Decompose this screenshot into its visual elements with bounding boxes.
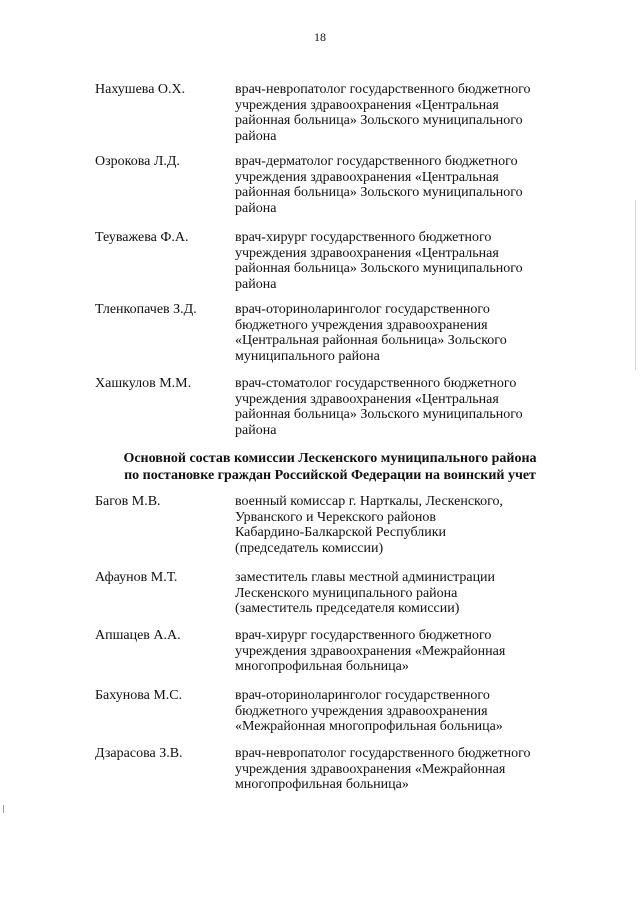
- section-heading-line: Основной состав комиссии Лескенского муниципального района: [123, 451, 537, 466]
- position-line: Кабардино-Балкарской Республики: [235, 525, 446, 540]
- position-line: врач-хирург государственного бюджетного: [235, 628, 492, 643]
- member-position: [235, 302, 557, 364]
- position-line: учреждения здравоохранения «Межрайонная: [235, 761, 506, 777]
- member-position: [235, 746, 557, 793]
- member-name: Апшацев А.А.: [95, 628, 181, 643]
- position-line: врач-оториноларинголог государственного: [235, 688, 490, 703]
- position-line: врач-оториноларинголог государственного: [235, 302, 490, 317]
- member-name: Хашкулов М.М.: [95, 376, 192, 391]
- member-position: [235, 628, 557, 675]
- position-line: района: [235, 422, 277, 438]
- position-line: многопрофильная больница»: [235, 777, 409, 792]
- position-line: муниципального района: [235, 348, 380, 364]
- member-position: [235, 154, 557, 216]
- position-line: учреждения здравоохранения «Центральная: [235, 97, 499, 113]
- member-name: Бахунова М.С.: [95, 688, 183, 703]
- position-line: (председатель комиссии): [235, 540, 384, 556]
- position-line: бюджетного учреждения здравоохранения: [235, 703, 488, 719]
- section-heading: [90, 450, 570, 484]
- position-line: учреждения здравоохранения «Центральная: [235, 245, 499, 261]
- page-number: 18: [314, 30, 326, 44]
- position-line: «Межрайонная многопрофильная больница»: [235, 719, 503, 734]
- section-heading-line: по постановке граждан Российской Федерации на воинский учет: [124, 468, 536, 483]
- position-line: врач-невропатолог государственного бюджетного: [235, 82, 531, 97]
- member-position: [235, 688, 557, 735]
- member-name: Нахушева О.Х.: [95, 82, 186, 97]
- position-line: районная больница» Зольского муниципального: [235, 113, 523, 128]
- position-line: военный комиссар г. Нарткалы, Лескенского,: [235, 494, 504, 509]
- position-line: учреждения здравоохранения «Центральная: [235, 391, 499, 407]
- member-name: Дзарасова З.В.: [95, 746, 183, 761]
- scan-edge-mark: [635, 200, 636, 370]
- position-line: районная больница» Зольского муниципального: [235, 261, 523, 276]
- member-name: Багов М.В.: [95, 494, 161, 509]
- member-name: Афаунов М.Т.: [95, 570, 178, 585]
- position-line: Лескенского муниципального района: [235, 585, 458, 601]
- position-line: многопрофильная больница»: [235, 659, 409, 674]
- member-position: [235, 376, 557, 438]
- position-line: района: [235, 276, 277, 292]
- position-line: заместитель главы местной администрации: [235, 570, 496, 585]
- position-line: Урванского и Черекского районов: [235, 509, 436, 525]
- member-position: [235, 82, 557, 144]
- position-line: района: [235, 200, 277, 216]
- position-line: бюджетного учреждения здравоохранения: [235, 317, 488, 333]
- position-line: учреждения здравоохранения «Межрайонная: [235, 643, 506, 659]
- member-position: [235, 570, 557, 617]
- position-line: «Центральная районная больница» Зольского: [235, 333, 507, 348]
- position-line: учреждения здравоохранения «Центральная: [235, 169, 499, 185]
- member-name: Тленкопачев З.Д.: [95, 302, 197, 317]
- position-line: врач-хирург государственного бюджетного: [235, 230, 492, 245]
- position-line: врач-стоматолог государственного бюджетного: [235, 376, 517, 391]
- position-line: врач-дерматолог государственного бюджетного: [235, 154, 518, 169]
- member-position: [235, 230, 557, 292]
- position-line: (заместитель председателя комиссии): [235, 601, 460, 616]
- position-line: района: [235, 128, 277, 144]
- member-position: [235, 494, 557, 556]
- scan-edge-mark: [3, 805, 4, 813]
- position-line: районная больница» Зольского муниципального: [235, 407, 523, 422]
- position-line: районная больница» Зольского муниципального: [235, 185, 523, 200]
- position-line: врач-невропатолог государственного бюджетного: [235, 746, 531, 761]
- member-name: Озрокова Л.Д.: [95, 154, 180, 169]
- member-name: Теуважева Ф.А.: [95, 230, 189, 245]
